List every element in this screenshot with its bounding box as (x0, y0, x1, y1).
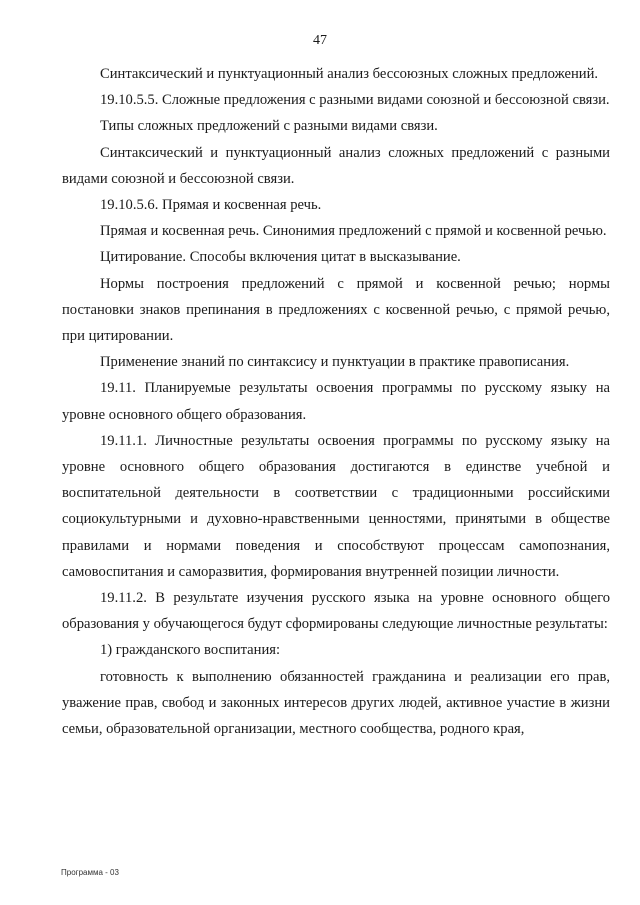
paragraph-citizen-readiness: готовность к выполнению обязанностей гражданина и реализации его прав, уважение прав, свобод и законных интересов других людей, активное участие в жизни семьи, образовательной организации, местного сообщества, родного края, (62, 668, 610, 738)
paragraph-section-19-11-2: 19.11.2. В результате изучения русского языка на уровне основного общего образования у обучающегося будут сформированы следующие личностные результаты: (62, 590, 610, 633)
paragraph-complex-sentence-types: Типы сложных предложений с разными видами связи. (100, 118, 438, 135)
paragraph-knowledge-application: Применение знаний по синтаксису и пунктуации в практике правописания. (100, 354, 570, 371)
paragraph-civic-education: 1) гражданского воспитания: (100, 642, 281, 659)
paragraph-speech-norms: Нормы построения предложений с прямой и косвенной речью; нормы постановки знаков препинания в предложениях с косвенной речью, с прямой речью, при цитировании. (62, 275, 610, 345)
paragraph-section-19-11: 19.11. Планируемые результаты освоения программы по русскому языку на уровне основного общего образования. (62, 380, 610, 423)
paragraph-direct-indirect-speech: Прямая и косвенная речь. Синонимия предложений с прямой и косвенной речью. (100, 223, 607, 240)
paragraph-section-19-10-5-6: 19.10.5.6. Прямая и косвенная речь. (100, 197, 322, 214)
page-number: 47 (313, 33, 327, 48)
paragraph-syntax-analysis-mixed: Синтаксический и пунктуационный анализ сложных предложений с разными видами союзной и бессоюзной связи. (62, 144, 610, 187)
document-body (62, 61, 610, 742)
page-footer: Программа - 03 (61, 868, 119, 877)
paragraph-citation: Цитирование. Способы включения цитат в высказывание. (100, 249, 461, 266)
paragraph-syntax-analysis-asyndetic: Синтаксический и пунктуационный анализ бессоюзных сложных предложений. (100, 66, 599, 82)
paragraph-section-19-11-1: 19.11.1. Личностные результаты освоения программы по русскому языку на уровне основного общего образования достигаются в единстве учебной и воспитательной деятельности в соответствии с традиционными российскими социокультурными и духовно-нравственными ценностями, принятыми в обществе правилами и нормами поведения и способствуют процессам самопознания, самовоспитания и саморазвития, формирования внутренней позиции личности. (62, 432, 610, 580)
paragraph-section-19-10-5-5: 19.10.5.5. Сложные предложения с разными видами союзной и бессоюзной связи. (100, 92, 610, 109)
